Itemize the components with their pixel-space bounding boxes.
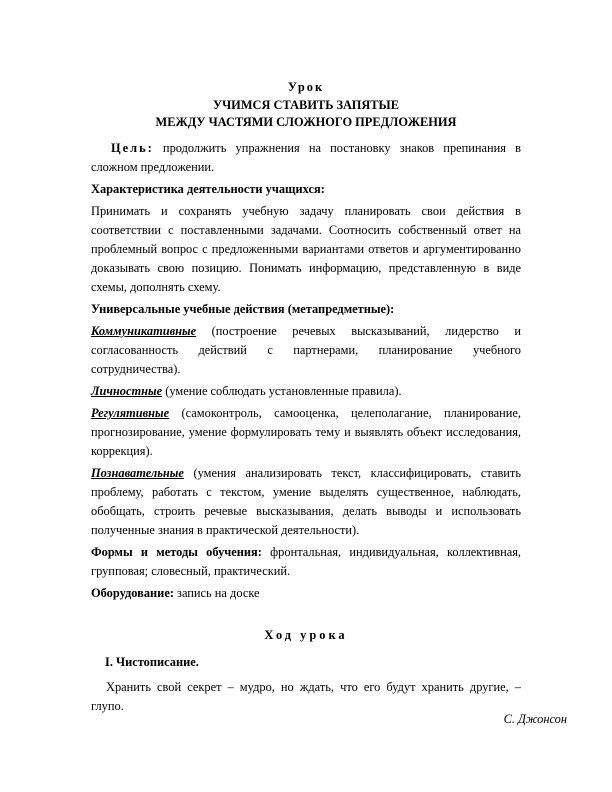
lesson-label: Урок [287,80,325,94]
cognitive-text: (умения анализировать текст, классифицировать, ставить проблему, работать с текстом, умение выделять существенное, наблюдать, обобщать, строить речевые высказывания, делать выводы и использовать полученные знания в практической деятельности). [91,466,521,537]
forms-text: фронтальная, индивидуальная, коллективная, групповая; словесный, практический. [91,545,521,578]
document-body [91,139,521,606]
equipment-paragraph [91,584,521,603]
equipment-text: запись на доске [173,586,260,600]
forms-label: Формы и методы обучения: [91,545,262,559]
activity-heading: Характеристика деятельности учащихся: [91,182,325,196]
personal-label: Личностные [91,384,163,398]
communicative-paragraph [91,322,521,379]
regulatory-text: (самоконтроль, самооценка, целеполагание, планирование, прогнозирование, умение формулировать тему и выявлять объект исследования, коррекция). [91,406,521,458]
regulatory-paragraph [91,404,521,461]
goal-paragraph [91,139,521,177]
forms-paragraph [91,543,521,581]
regulatory-label: Регулятивные [91,406,170,420]
goal-label: Цель: [111,141,154,155]
cognitive-label: Познавательные [91,466,184,480]
equipment-label: Оборудование: [91,586,174,600]
title-line-2: МЕЖДУ ЧАСТЯМИ СЛОЖНОГО ПРЕДЛОЖЕНИЯ [155,115,457,129]
cognitive-paragraph [91,464,521,540]
section-calligraphy: I. Чистописание. [105,655,199,669]
personal-paragraph [91,382,521,401]
title-line-1: УЧИМСЯ СТАВИТЬ ЗАПЯТЫЕ [213,98,399,112]
personal-text: (умение соблюдать установленные правила). [162,384,402,398]
universal-heading: Универсальные учебные действия (метапредметные): [91,302,395,316]
course-heading: Ход урока [264,628,348,642]
goal-text: продолжить упражнения на постановку знаков препинания в сложном предложении. [91,141,521,174]
communicative-text: (построение речевых высказываний, лидерство и согласованность действий с партнерами, планирование учебного сотрудничества). [91,324,521,376]
communicative-label: Коммуникативные [91,324,197,338]
quote-author: С. Джонсон [503,712,567,726]
quote-text: Хранить свой секрет – мудро, но ждать, что его будут хранить другие, – глупо. [91,680,521,713]
activity-text: Принимать и сохранять учебную задачу планировать свои действия в соответствии с поставленными задачами. Соотносить собственный ответ на проблемный вопрос с предложенными вариантами ответов и аргументированно доказывать свою позицию. Понимать информацию, представленную в виде схемы, дополнять схему. [91,204,521,294]
